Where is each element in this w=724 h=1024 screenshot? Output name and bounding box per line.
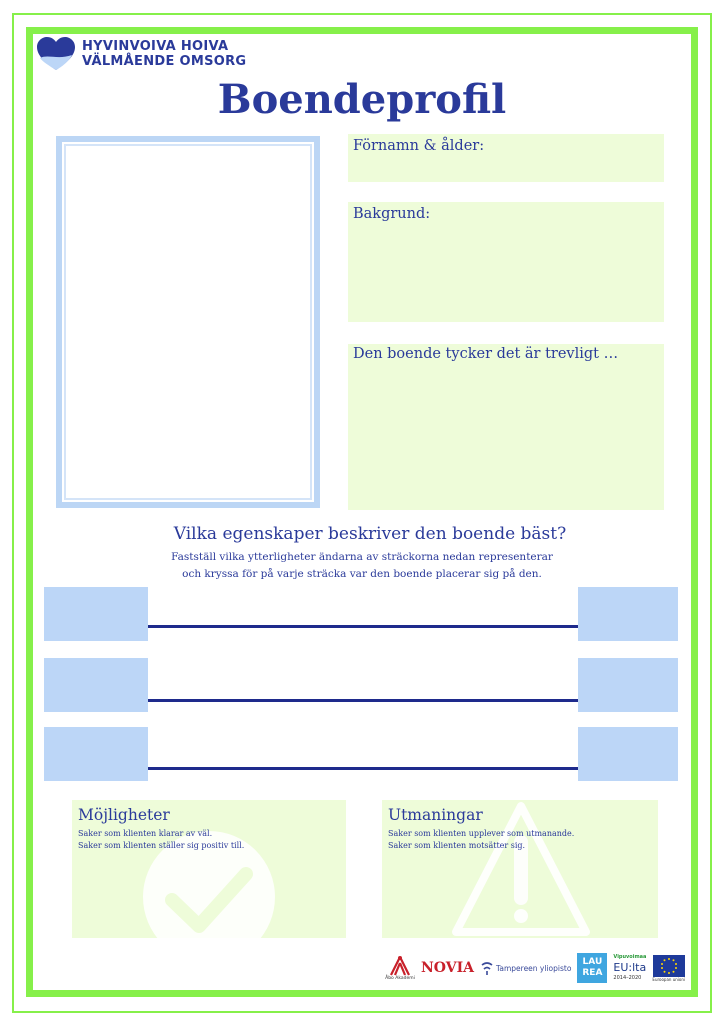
- scale-3-line[interactable]: [148, 767, 578, 770]
- possibilities-line-1: Saker som klienten klarar av väl.: [78, 829, 213, 838]
- logo-line-2: VÄLMÅENDE OMSORG: [82, 54, 247, 69]
- eu-text-3: 2014–2020: [613, 975, 642, 981]
- traits-desc-line-1: Fastställ vilka ytterligheter ändarna av sträckorna nedan representerar: [171, 551, 553, 563]
- eu-flag-text: Euroopan unioni: [652, 976, 686, 982]
- eu-text-2: EU:lta: [613, 961, 647, 974]
- brand-logo: [36, 34, 246, 74]
- tampere-icon: [480, 961, 494, 975]
- page-title: Boendeprofil: [217, 76, 507, 123]
- scale-2-line[interactable]: [148, 699, 578, 702]
- logo-line-1: HYVINVOIVA HOIVA: [82, 39, 229, 54]
- laurea-text-2: REA: [582, 968, 603, 978]
- sponsor-logos: [385, 950, 685, 986]
- abo-akademi-text: Åbo Akademi: [385, 975, 415, 981]
- novia-logo: NOVIA: [421, 960, 475, 976]
- challenges-panel[interactable]: [382, 800, 658, 938]
- possibilities-panel[interactable]: [72, 800, 346, 938]
- background-field[interactable]: [348, 202, 664, 322]
- heart-logo-icon: [36, 36, 76, 72]
- challenges-line-2: Saker som klienten motsätter sig.: [388, 841, 526, 850]
- abo-akademi-icon: [389, 956, 411, 976]
- background-label: Bakgrund:: [353, 206, 431, 222]
- name-age-label: Förnamn & ålder:: [353, 138, 485, 154]
- scale-2-left-box[interactable]: [44, 658, 148, 712]
- tampere-text: Tampereen yliopisto: [496, 963, 572, 973]
- laurea-text-1: LAU: [582, 957, 603, 967]
- eu-flag-logo: [652, 955, 685, 982]
- abo-akademi-logo: [385, 956, 415, 981]
- scale-1-left-box[interactable]: [44, 587, 148, 641]
- possibilities-title: Möjligheter: [78, 806, 170, 824]
- enjoys-field[interactable]: [348, 344, 664, 510]
- eu-text-1: Vipuvoimaa: [613, 954, 647, 960]
- scale-3-right-box[interactable]: [578, 727, 678, 781]
- scale-1-right-box[interactable]: [578, 587, 678, 641]
- traits-desc-line-2: och kryssa för på varje sträcka var den boende placerar sig på den.: [182, 568, 542, 580]
- scale-2-right-box[interactable]: [578, 658, 678, 712]
- traits-title: Vilka egenskaper beskriver den boende bäst?: [173, 524, 567, 544]
- photo-frame: [56, 136, 320, 508]
- laurea-logo: [577, 953, 607, 983]
- challenges-line-1: Saker som klienten upplever som utmanande.: [388, 829, 575, 838]
- eu-flag-icon: [653, 955, 685, 977]
- name-age-field[interactable]: [348, 134, 664, 182]
- enjoys-label: Den boende tycker det är trevligt …: [353, 346, 619, 362]
- logo-wordmark: [82, 39, 246, 69]
- challenges-title: Utmaningar: [388, 806, 483, 824]
- eu-vipuvoimaa-logo: [613, 953, 646, 983]
- possibilities-line-2: Saker som klienten ställer sig positiv till.: [78, 841, 245, 850]
- tampere-logo: [480, 961, 571, 975]
- scale-1-line[interactable]: [148, 625, 578, 628]
- scale-3-left-box[interactable]: [44, 727, 148, 781]
- traits-description: [0, 549, 724, 583]
